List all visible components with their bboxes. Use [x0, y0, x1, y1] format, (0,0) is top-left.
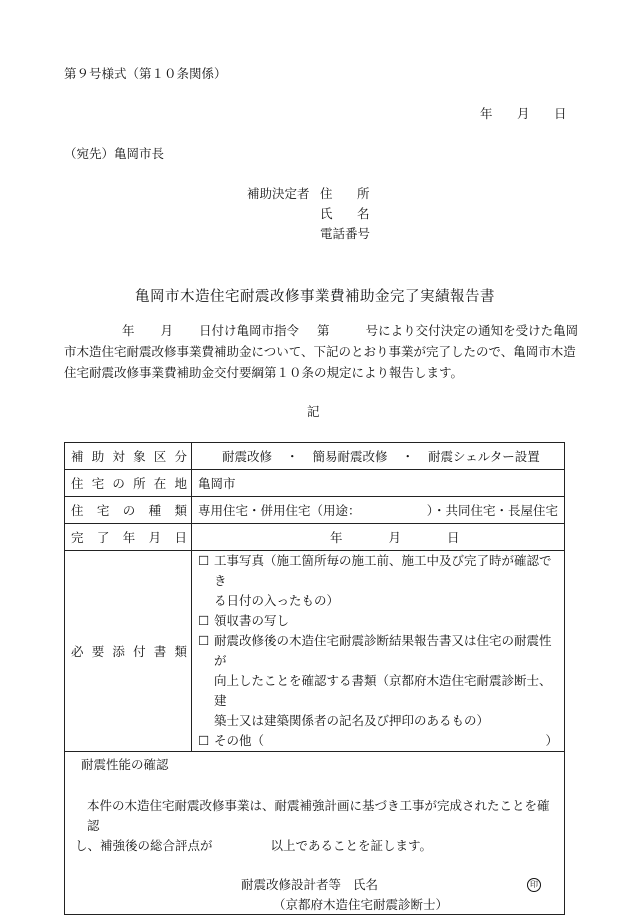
other-close: ） — [545, 733, 558, 748]
label-char: 住 — [71, 503, 84, 518]
label-char: 年 — [122, 530, 136, 545]
label-char: 対 — [112, 449, 125, 464]
attachment-text: 領収書の写し — [214, 613, 290, 628]
report-title: 亀岡市木造住宅耐震改修事業費補助金完了実績報告書 — [135, 289, 495, 305]
confirmation-cell — [65, 752, 565, 915]
option-seismic-retrofit[interactable]: 耐震改修 — [222, 449, 273, 464]
label-char: の — [112, 476, 125, 491]
body-directive: 日付け亀岡市指令 — [199, 323, 300, 338]
address-label-2: 所 — [357, 186, 370, 201]
checkbox-photos[interactable]: ☐ — [198, 553, 210, 568]
label-char: 助 — [91, 449, 105, 464]
confirmation-text-2 — [75, 836, 554, 856]
checkbox-receipt[interactable]: ☐ — [198, 613, 210, 628]
option-simple-retrofit[interactable]: 簡易耐震改修 — [312, 449, 388, 464]
label-char: 書 — [153, 644, 167, 659]
attachments-list — [192, 551, 565, 752]
house-type-right: ）・共同住宅・長屋住宅 — [426, 503, 558, 518]
label-char: 補 — [71, 449, 84, 464]
row-category — [65, 443, 565, 470]
option-separator: ・ — [401, 449, 415, 464]
label-char: 必 — [71, 644, 84, 659]
confirmation-heading: 耐震性能の確認 — [81, 757, 169, 772]
label-char: 要 — [91, 644, 105, 659]
checkbox-other[interactable]: ☐ — [198, 733, 210, 748]
label-char: 宅 — [91, 476, 105, 491]
phone-label: 電話番号 — [320, 226, 371, 241]
seal-mark: 印 — [527, 878, 541, 892]
attachment-text: 築士又は建築関係者の記名及び押印のあるもの） — [214, 713, 490, 728]
confirmation-text-1: 本件の木造住宅耐震改修事業は、耐震補強計画に基づき工事が完成されたことを確認 — [87, 798, 550, 833]
attachment-item-other — [198, 731, 558, 751]
completion-date-value[interactable] — [192, 524, 565, 551]
label-char: 在 — [153, 476, 167, 491]
form-number: 第９号様式（第１０条関係） — [64, 66, 227, 81]
checkbox-diagnosis-report[interactable]: ☐ — [198, 633, 210, 648]
ki-mark: 記 — [307, 404, 320, 419]
row-attachments — [65, 551, 565, 752]
label-char: 種 — [148, 503, 162, 518]
location-label — [65, 470, 192, 497]
body-line-2: 市木造住宅耐震改修事業費補助金について、下記のとおり事業が完了したので、亀岡市木造 — [64, 344, 576, 359]
label-char: の — [122, 503, 136, 518]
option-separator: ・ — [286, 449, 299, 464]
qualification: （京都府木造住宅耐震診断士） — [273, 897, 449, 912]
row-confirmation — [65, 752, 565, 915]
attachment-text: 向上したことを確認する書類（京都府木造住宅耐震診断士、建 — [214, 673, 552, 708]
body-month: 月 — [160, 323, 174, 338]
label-char: 宅 — [96, 503, 110, 518]
label-char: 完 — [71, 530, 84, 545]
house-type-value[interactable] — [192, 497, 565, 524]
label-char: 類 — [174, 644, 187, 659]
row-location — [65, 470, 565, 497]
signer-line — [81, 876, 554, 894]
attachment-item-photos — [198, 551, 558, 611]
signer-label: 耐震改修設計者等 — [241, 877, 342, 892]
attachment-text: 耐震改修後の木造住宅耐震診断結果報告書又は住宅の耐震性が — [214, 633, 552, 668]
label-char: 類 — [174, 503, 187, 518]
addressee: （宛先）亀岡市長 — [64, 146, 165, 161]
attachment-item-diagnosis-report — [198, 631, 558, 731]
option-seismic-shelter[interactable]: 耐震シェルター設置 — [428, 449, 540, 464]
label-char: 了 — [96, 530, 110, 545]
body-line-3: 住宅耐震改修事業費補助金交付要綱第１０条の規定により報告します。 — [64, 365, 464, 380]
body-year: 年 — [122, 323, 135, 338]
location-value[interactable]: 亀岡市 — [192, 470, 565, 497]
attachment-item-receipt — [198, 611, 558, 631]
other-open: その他（ — [214, 733, 265, 748]
date-month-label: 月 — [517, 106, 530, 121]
attachments-label — [65, 551, 192, 752]
label-char: 所 — [133, 476, 146, 491]
date-year-label: 年 — [480, 106, 493, 121]
body-line-1 — [64, 320, 579, 341]
house-type-left: 専用住宅・併用住宅（用途： — [198, 503, 361, 518]
score-text-right: 以上であることを証します。 — [270, 838, 433, 853]
body-dai: 第 — [317, 323, 330, 338]
attachment-text: 工事写真（施工箇所毎の施工前、施工中及び完了時が確認でき — [214, 553, 552, 588]
label-char: 象 — [133, 449, 146, 464]
completion-date-label — [65, 524, 192, 551]
signer-name-label: 氏名 — [353, 877, 379, 892]
label-char: 地 — [174, 476, 187, 491]
label-char: 住 — [71, 476, 84, 491]
date-day-label: 日 — [554, 106, 567, 121]
label-char: 月 — [148, 530, 162, 545]
label-char: 日 — [174, 530, 187, 545]
row-house-type — [65, 497, 565, 524]
category-label — [65, 443, 192, 470]
label-char: 区 — [153, 449, 167, 464]
name-label-2: 名 — [357, 206, 370, 221]
attachment-text: る日付の入ったもの） — [214, 593, 340, 608]
report-body — [64, 320, 579, 383]
house-type-label — [65, 497, 192, 524]
category-options — [192, 443, 565, 470]
completion-day: 日 — [447, 530, 460, 545]
row-completion-date — [65, 524, 565, 551]
completion-year: 年 — [330, 530, 343, 545]
address-label-1: 住 — [320, 186, 333, 201]
completion-month: 月 — [388, 530, 402, 545]
name-label-1: 氏 — [320, 206, 333, 221]
label-char: 付 — [133, 644, 146, 659]
report-table — [64, 442, 565, 915]
body-notice: 号により交付決定の通知を受けた亀岡 — [365, 323, 579, 338]
label-char: 添 — [112, 644, 125, 659]
label-char: 分 — [174, 449, 187, 464]
score-text-left: し、補強後の総合評点が — [75, 838, 213, 853]
applicant-role: 補助決定者 — [247, 186, 310, 201]
